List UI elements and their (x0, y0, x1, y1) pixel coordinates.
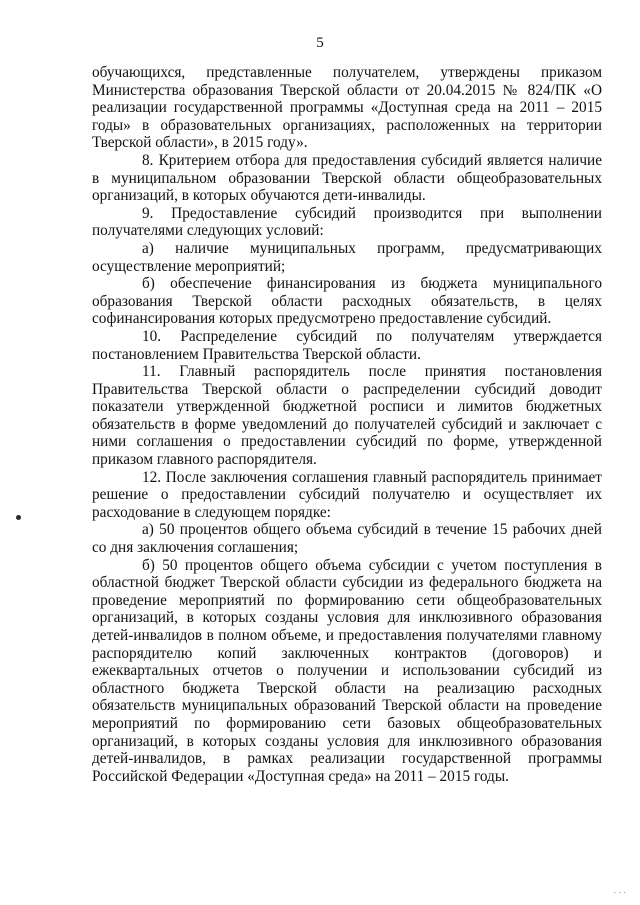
document-body (92, 64, 602, 785)
paragraph-12a-first-tranche: а) 50 процентов общего объема субсидий в течение 15 рабочих дней со дня заключения соглашения; (92, 521, 602, 557)
paragraph-continuation: обучающихся, представленные получателем, утверждены приказом Министерства образования Тверской области от 20.04.2015 № 824/ПК «О реализации государственной программы «Доступная среда на 2011 – 2015 годы» в образовательных организациях, расположенных на территории Тверской области», в 2015 году». (92, 64, 602, 152)
paragraph-10-distribution: 10. Распределение субсидий по получателям утверждается постановлением Правительства Тверской области. (92, 327, 602, 363)
paragraph-12b-second-tranche: б) 50 процентов общего объема субсидии с учетом поступления в областной бюджет Тверской области субсидии из федерального бюджета на проведение мероприятий по формированию сети общеобразовательных организаций, в которых созданы условия для инклюзивного образования детей-инвалидов в полном объеме, и предоставления получателями главному распорядителю копий заключенных контрактов (договоров) и ежеквартальных отчетов о получении и использовании субсидий из областного бюджета Тверской области на реализацию расходных обязательств муниципальных образований Тверской области на проведение мероприятий по формированию сети базовых общеобразовательных организаций, в которых созданы условия для инклюзивного образования детей-инвалидов, в рамках реализации государственной программы Российской Федерации «Доступная среда» на 2011 – 2015 годы. (92, 556, 602, 785)
paragraph-12-expenditure-order: 12. После заключения соглашения главный распорядитель принимает решение о предоставлении субсидий получателю и осуществляет их расходование в следующем порядке: (92, 468, 602, 521)
paragraph-8-selection-criterion: 8. Критерием отбора для предоставления субсидий является наличие в муниципальном образовании Тверской области общеобразовательных организаций, в которых обучаются дети-инвалиды. (92, 151, 602, 205)
scan-artifact-dot (16, 515, 21, 520)
paragraph-9b-financing: б) обеспечение финансирования из бюджета муниципального образования Тверской области расходных обязательств, в целях софинансирования которых предусмотрено предоставление субсидий. (92, 275, 602, 328)
page-number: 5 (316, 35, 324, 51)
paragraph-9a-programs: а) наличие муниципальных программ, предусматривающих осуществление мероприятий; (92, 239, 602, 275)
scan-artifact-mark: · · · (613, 888, 626, 897)
paragraph-11-chief-administrator: 11. Главный распорядитель после принятия постановления Правительства Тверской области о распределении субсидий доводит показатели утвержденной бюджетной росписи и лимитов бюджетных обязательств в форме уведомлений до получателей субсидий и заключает с ними соглашения о предоставлении субсидий по форме, утвержденной приказом главного распорядителя. (92, 363, 602, 469)
paragraph-9-conditions: 9. Предоставление субсидий производится при выполнении получателями следующих условий: (92, 204, 602, 240)
